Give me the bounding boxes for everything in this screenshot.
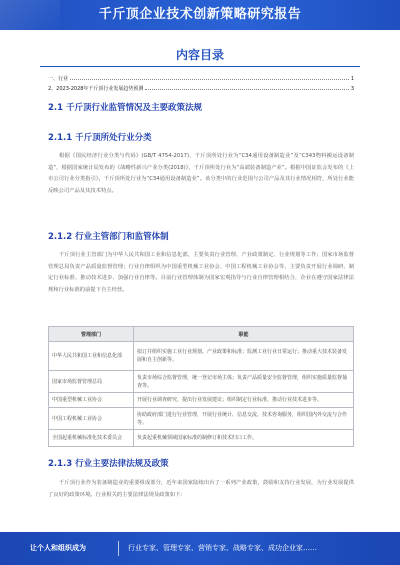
- toc-leader-dots: [145, 89, 348, 90]
- table-cell-duty: 协助政府部门进行行业管理，开展行业统计、信息交流、技术咨询服务，组织国内外交流与合作等。: [134, 408, 354, 430]
- toc-item[interactable]: [48, 72, 354, 82]
- section-heading-2-1: 2.1 千斤顶行业监管情况及主要政策法规: [48, 103, 203, 113]
- table-row: [49, 342, 354, 371]
- footer-roles: 行业专家、管理专家、营销专家、战略专家、成功企业家……: [128, 544, 317, 552]
- section-2-1-3-paragraph: 千斤顶行业作为装备制造业的重要组成部分，近年来国家陆续出台了一系列产业政策，鼓励和支持行业发展，为行业发展提供了良好的政策环境。行业相关的主要法律法规及政策如下：: [48, 480, 354, 498]
- table-cell-duty: 拟订并组织实施工业行业规划、产业政策和标准；监测工业行业日常运行；推动重大技术装备发展和自主创新等。: [134, 342, 354, 371]
- report-header: [0, 0, 400, 30]
- toc-leader-dots: [70, 79, 349, 80]
- toc-item-page: 1: [350, 76, 354, 82]
- table-row: [49, 408, 354, 430]
- toc-divider: [40, 66, 360, 67]
- table-row: [49, 430, 354, 447]
- table-cell-department: 中国重型机械工业协会: [49, 393, 134, 408]
- section-heading-2-1-3: 2.1.3 行业主要法律法规及政策: [48, 459, 169, 469]
- table-cell-department: 中华人民共和国工业和信息化部: [49, 342, 134, 371]
- column-header-department: 管理部门: [49, 327, 134, 342]
- section-2-1-1-paragraph: 根据《国民经济行业分类与代码》(GB/T 4754-2017)，千斤顶所处行业为“C34通用设备制造业”及“C343物料搬运设备制造”，根据国家统计局发布的《战略性新兴产业分类(2018)》，千斤顶所处行业为“高端装备制造产业”。根据中国证监会发布的《上市公司行业分类指引》，千斤顶所处行业为“C34通用设备制造业”。该分类中的行业范围与公司产品及其行业情况相符，所处行业能反映公司产品及其技术特点。: [48, 153, 354, 194]
- table-cell-duty: 负责市场综合监督管理，统一登记市场主体；负责产品质量安全监督管理，组织实施质量监督抽查等。: [134, 371, 354, 393]
- table-header-row: [49, 327, 354, 342]
- toc-item-label: 2、2023-2028年千斤顶行业发展趋势预测: [48, 86, 144, 92]
- table-cell-department: 全国起重机械标准化技术委员会: [49, 430, 134, 447]
- table-row: [49, 393, 354, 408]
- table-cell-duty: 开展行业调查研究，提出行业发展建议；组织制定行业标准，推动行业技术进步等。: [134, 393, 354, 408]
- header-decoration: [0, 0, 60, 30]
- toc-item[interactable]: [48, 82, 354, 92]
- page-footer: [0, 532, 400, 565]
- report-title: 千斤顶企业技术创新策略研究报告: [98, 7, 302, 22]
- toc-item-page: 3: [350, 86, 354, 92]
- table-row: [49, 371, 354, 393]
- toc-item-label: 一、行业: [48, 76, 69, 82]
- table-of-contents: [48, 72, 354, 92]
- column-header-duty: 职能: [134, 327, 354, 342]
- footer-divider: [118, 541, 119, 556]
- footer-slogan: 让个人和组织成为: [30, 544, 86, 552]
- toc-title: 内容目录: [175, 48, 224, 62]
- regulatory-authorities-table: [48, 326, 354, 447]
- table-cell-department: 中国工程机械工业协会: [49, 408, 134, 430]
- section-heading-2-1-1: 2.1.1 千斤顶所处行业分类: [48, 133, 152, 143]
- table-cell-duty: 负责起重机械领域国家标准的制修订和技术归口工作。: [134, 430, 354, 447]
- table-cell-department: 国家市场监督管理总局: [49, 371, 134, 393]
- section-2-1-2-paragraph: 千斤顶行业主管部门为中华人民共和国工业和信息化部，主要负责行业管理、产业政策制定、行业规划等工作；国家市场监督管理总局负责产品质量监督管理；行业自律组织为中国重型机械工业协会、中国工程机械工业协会等，主要负责开展行业调研、制定行业标准、推动技术进步、加强行业自律等。目前行业管理体制为国家宏观指导与行业自律管理相结合，企业在遵守国家法律法规和行业标准的前提下自主经营。: [48, 252, 354, 293]
- section-heading-2-1-2: 2.1.2 行业主管部门和监管体制: [48, 232, 169, 242]
